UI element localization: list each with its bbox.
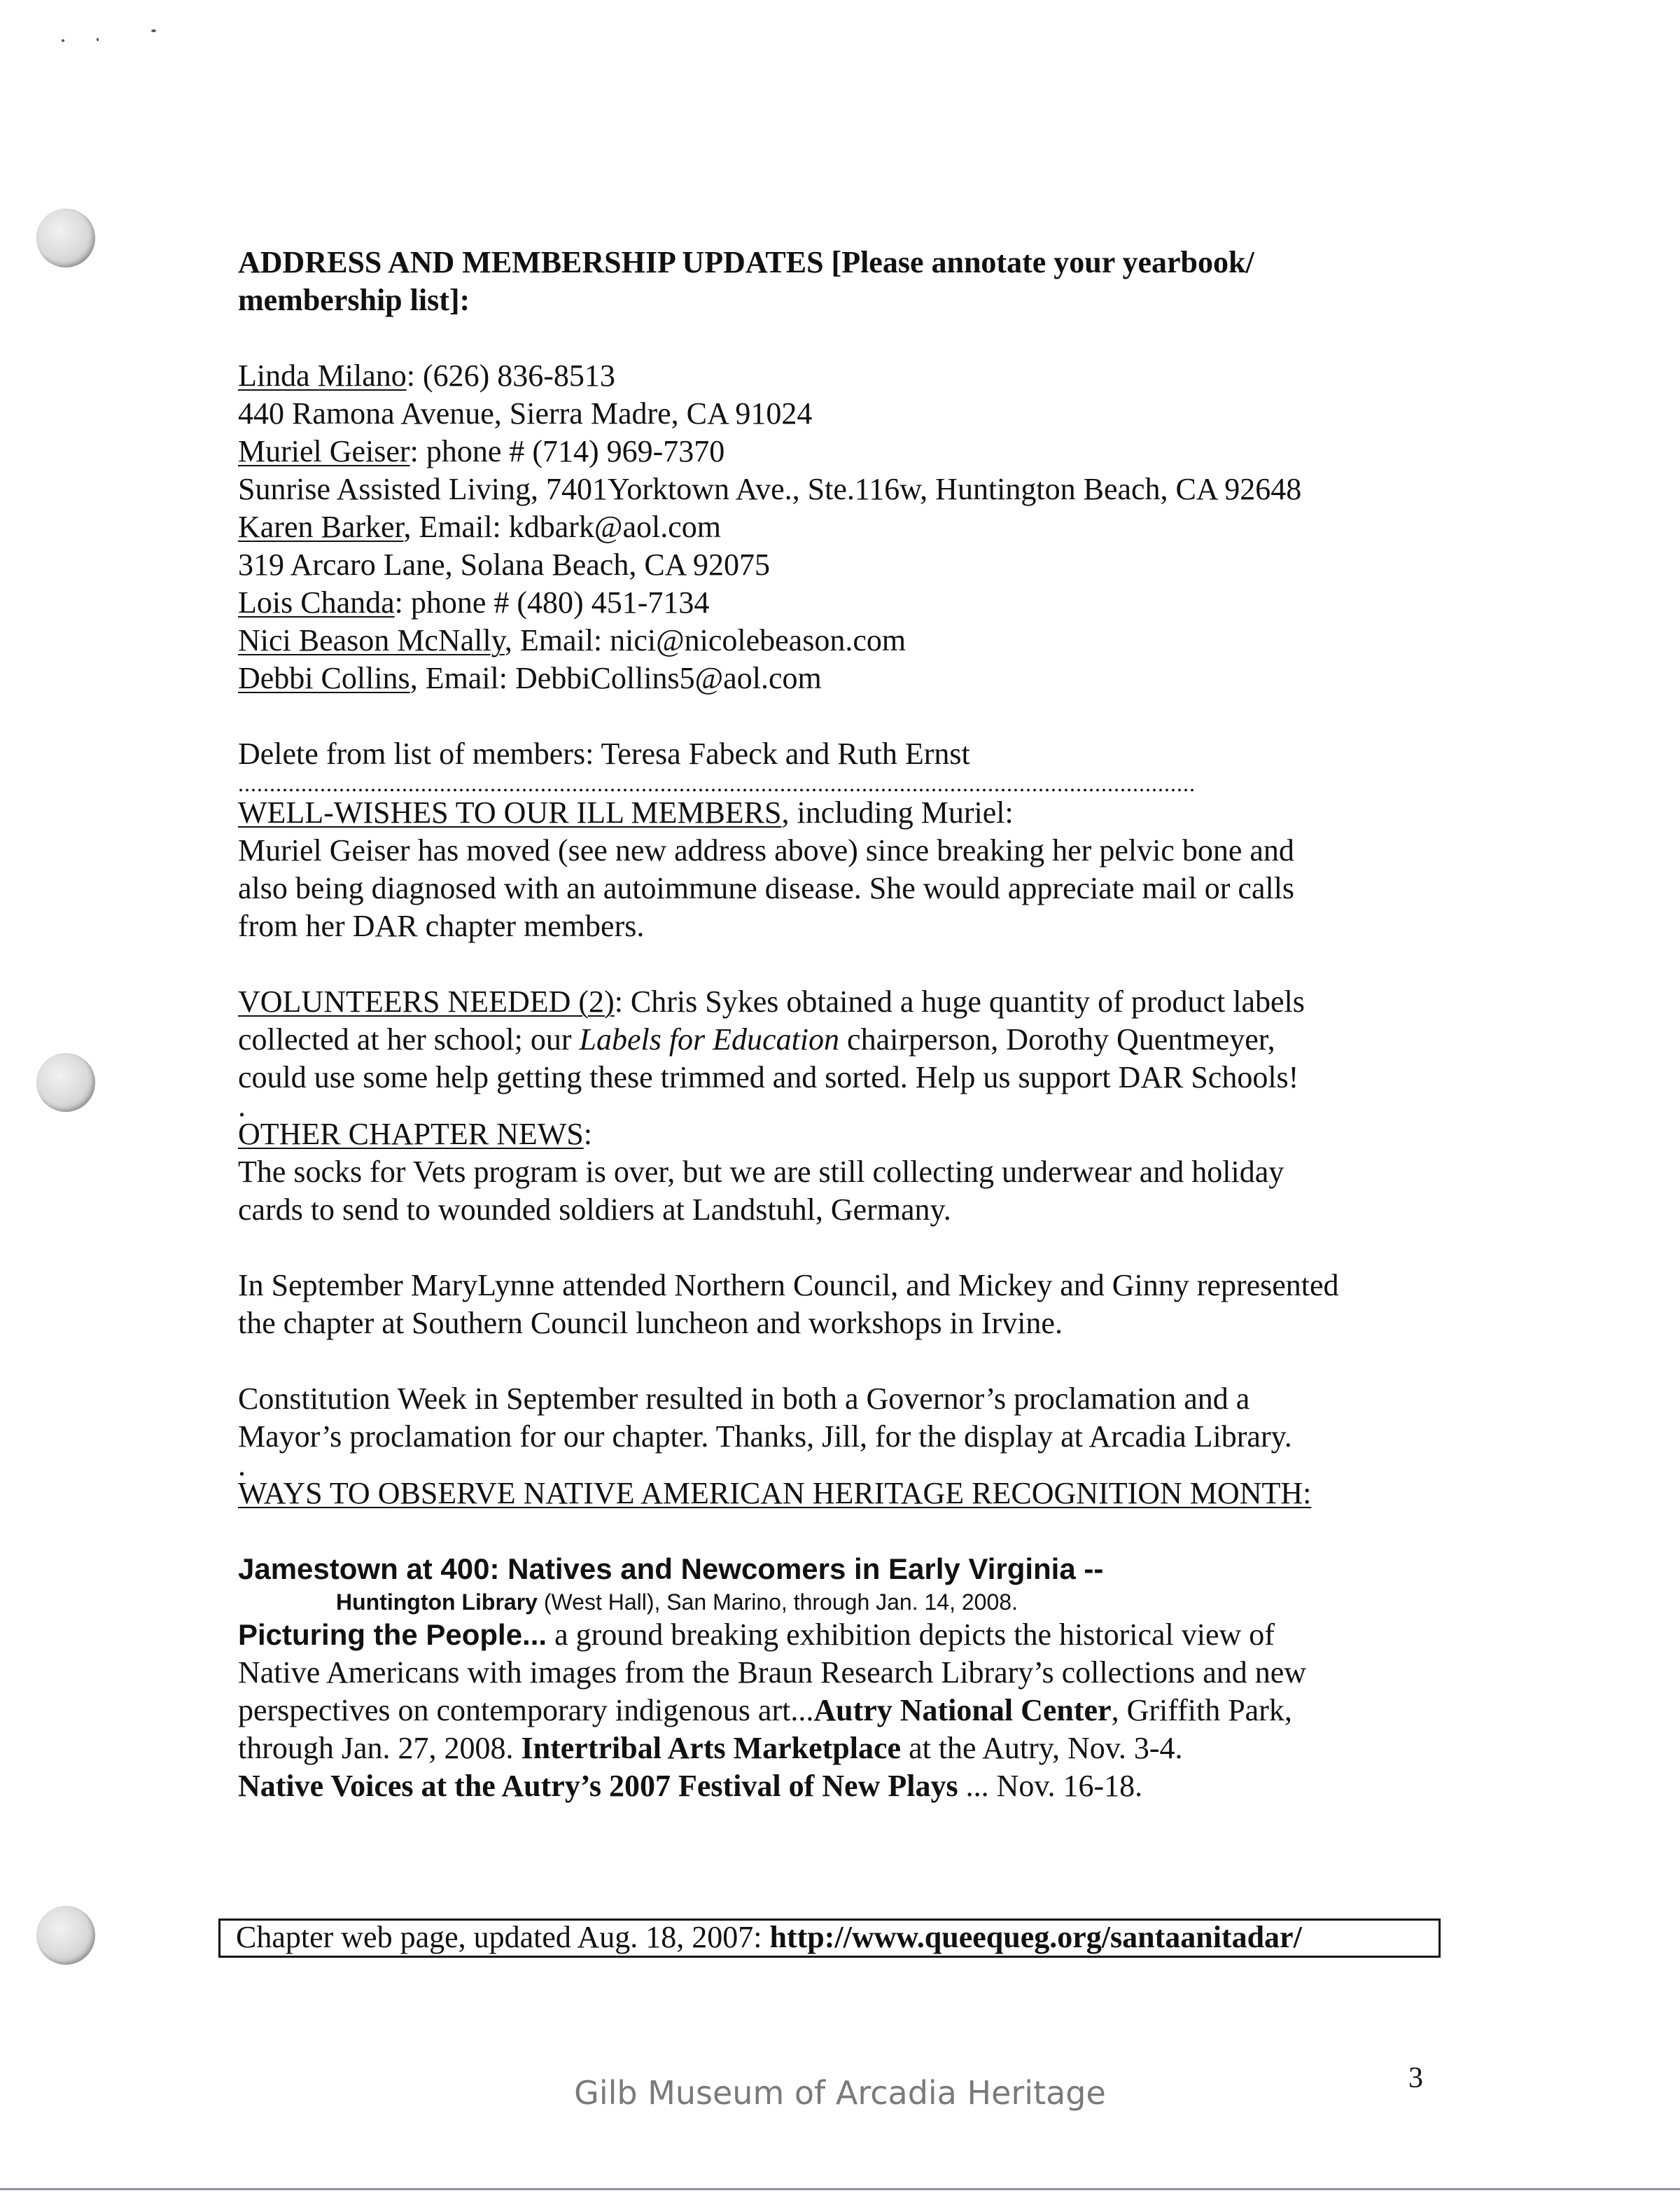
other-chapter-news-section: OTHER CHAPTER NEWS: The socks for Vets program is over, but we are still collecting underwear and holiday cards to send to wounded soldiers at Landstuhl, Germany. In September MaryLynne attended Northern Council, and Mickey and Ginny represented the chapter at Southern Council luncheon and workshops in Irvine. Constitution Week in September resulted in both a Governor’s proclamation and a Mayor’s proclamation for our chapter. Thanks, Jill, for the display at Arcadia Library. — [238, 1117, 1339, 1454]
heritage-heading: WAYS TO OBSERVE NATIVE AMERICAN HERITAGE RECOGNITION MONTH: — [238, 1476, 1312, 1510]
page-number: 3 — [1408, 2062, 1423, 2094]
jamestown-title: Jamestown at 400: Natives and Newcomers in Early Virginia -- — [238, 1552, 1104, 1585]
well-wishes-section: WELL-WISHES TO OUR ILL MEMBERS, including Muriel: Muriel Geiser has moved (see new address above) since breaking her pelvic bone and also being diagnosed with an autoimmune disease. She would appreciate mail or calls from her DAR chapter members. — [238, 795, 1295, 943]
dotted-divider: ........................................................................................................................................................ — [238, 773, 1196, 794]
native-voices-line: Native Voices at the Autry’s 2007 Festival of New Plays ... Nov. 16-18. — [238, 1769, 1143, 1803]
newsletter-page-body — [238, 244, 1456, 1805]
update-muriel-geiser: Muriel Geiser: phone # (714) 969-7370 — [238, 434, 725, 468]
heritage-month-section: WAYS TO OBSERVE NATIVE AMERICAN HERITAGE RECOGNITION MONTH: Jamestown at 400: Natives and Newcomers in Early Virginia -- Huntington Library (West Hall), San Marino, through Jan. 14, 2008. Picturing the People... a ground breaking exhibition depicts the historical view of Native Americans with images from the Braun Research Library’s collections and new perspectives on contemporary indigenous art...Autry National Center, Griffith Park, through Jan. 27, 2008. Intertribal Arts Marketplace at the Autry, Nov. 3-4. Native Voices at the Autry’s 2007 Festival of New Plays ... Nov. 16-18. — [238, 1475, 1456, 1805]
scan-bottom-edge — [0, 2188, 1680, 2190]
stray-dot-2: . — [238, 1448, 246, 1482]
scan-specks — [56, 21, 168, 49]
punch-hole-top — [36, 209, 95, 267]
update-debbi-collins: Debbi Collins, Email: DebbiCollins5@aol.com — [238, 661, 822, 695]
chapter-web-page-box: Chapter web page, updated Aug. 18, 2007: http://www.queequeg.org/santaanitadar/ — [218, 1919, 1441, 1958]
stray-dot: . — [238, 1089, 246, 1123]
update-nici-mcnally: Nici Beason McNally, Email: nici@nicolebeason.com — [238, 623, 906, 657]
update-lois-chanda: Lois Chanda: phone # (480) 451-7134 — [238, 585, 710, 620]
punch-hole-bottom — [36, 1906, 95, 1965]
update-karen-barker: Karen Barker, Email: kdbark@aol.com — [238, 510, 721, 544]
membership-updates-heading: ADDRESS AND MEMBERSHIP UPDATES [Please annotate your yearbook/ membership list]: — [238, 245, 1254, 317]
volunteers-section: VOLUNTEERS NEEDED (2): Chris Sykes obtained a huge quantity of product labels collected at her school; our Labels for Education chairperson, Dorothy Quentmeyer, could use some help getting these trimmed and sorted. Help us support DAR Schools! — [238, 984, 1305, 1094]
membership-updates-list: Linda Milano: (626) 836-8513 440 Ramona Avenue, Sierra Madre, CA 91024 Muriel Geiser: phone # (714) 969-7370 Sunrise Assisted Living, 7401Yorktown Ave., Ste.116w, Huntington Beach, CA 92648 Karen Barker, Email: kdbark@aol.com 319 Arcaro Lane, Solana Beach, CA 92075 Lois Chanda: phone # (480) 451-7134 Nici Beason McNally, Email: nici@nicolebeason.com Debbi Collins, Email: DebbiCollins5@aol.com — [238, 357, 1456, 697]
delete-members-line: Delete from list of members: Teresa Fabeck and Ruth Ernst — [238, 737, 970, 771]
punch-hole-middle — [36, 1053, 95, 1112]
jamestown-details: Huntington Library (West Hall), San Marino, through Jan. 14, 2008. — [336, 1589, 1018, 1615]
chapter-web-url[interactable]: http://www.queequeg.org/santaanitadar/ — [769, 1920, 1302, 1954]
museum-watermark: Gilb Museum of Arcadia Heritage — [574, 2074, 1106, 2112]
picturing-line-1: Picturing the People... a ground breaking exhibition depicts the historical view of — [238, 1617, 1275, 1652]
update-linda-milano: Linda Milano: (626) 836-8513 — [238, 358, 615, 393]
